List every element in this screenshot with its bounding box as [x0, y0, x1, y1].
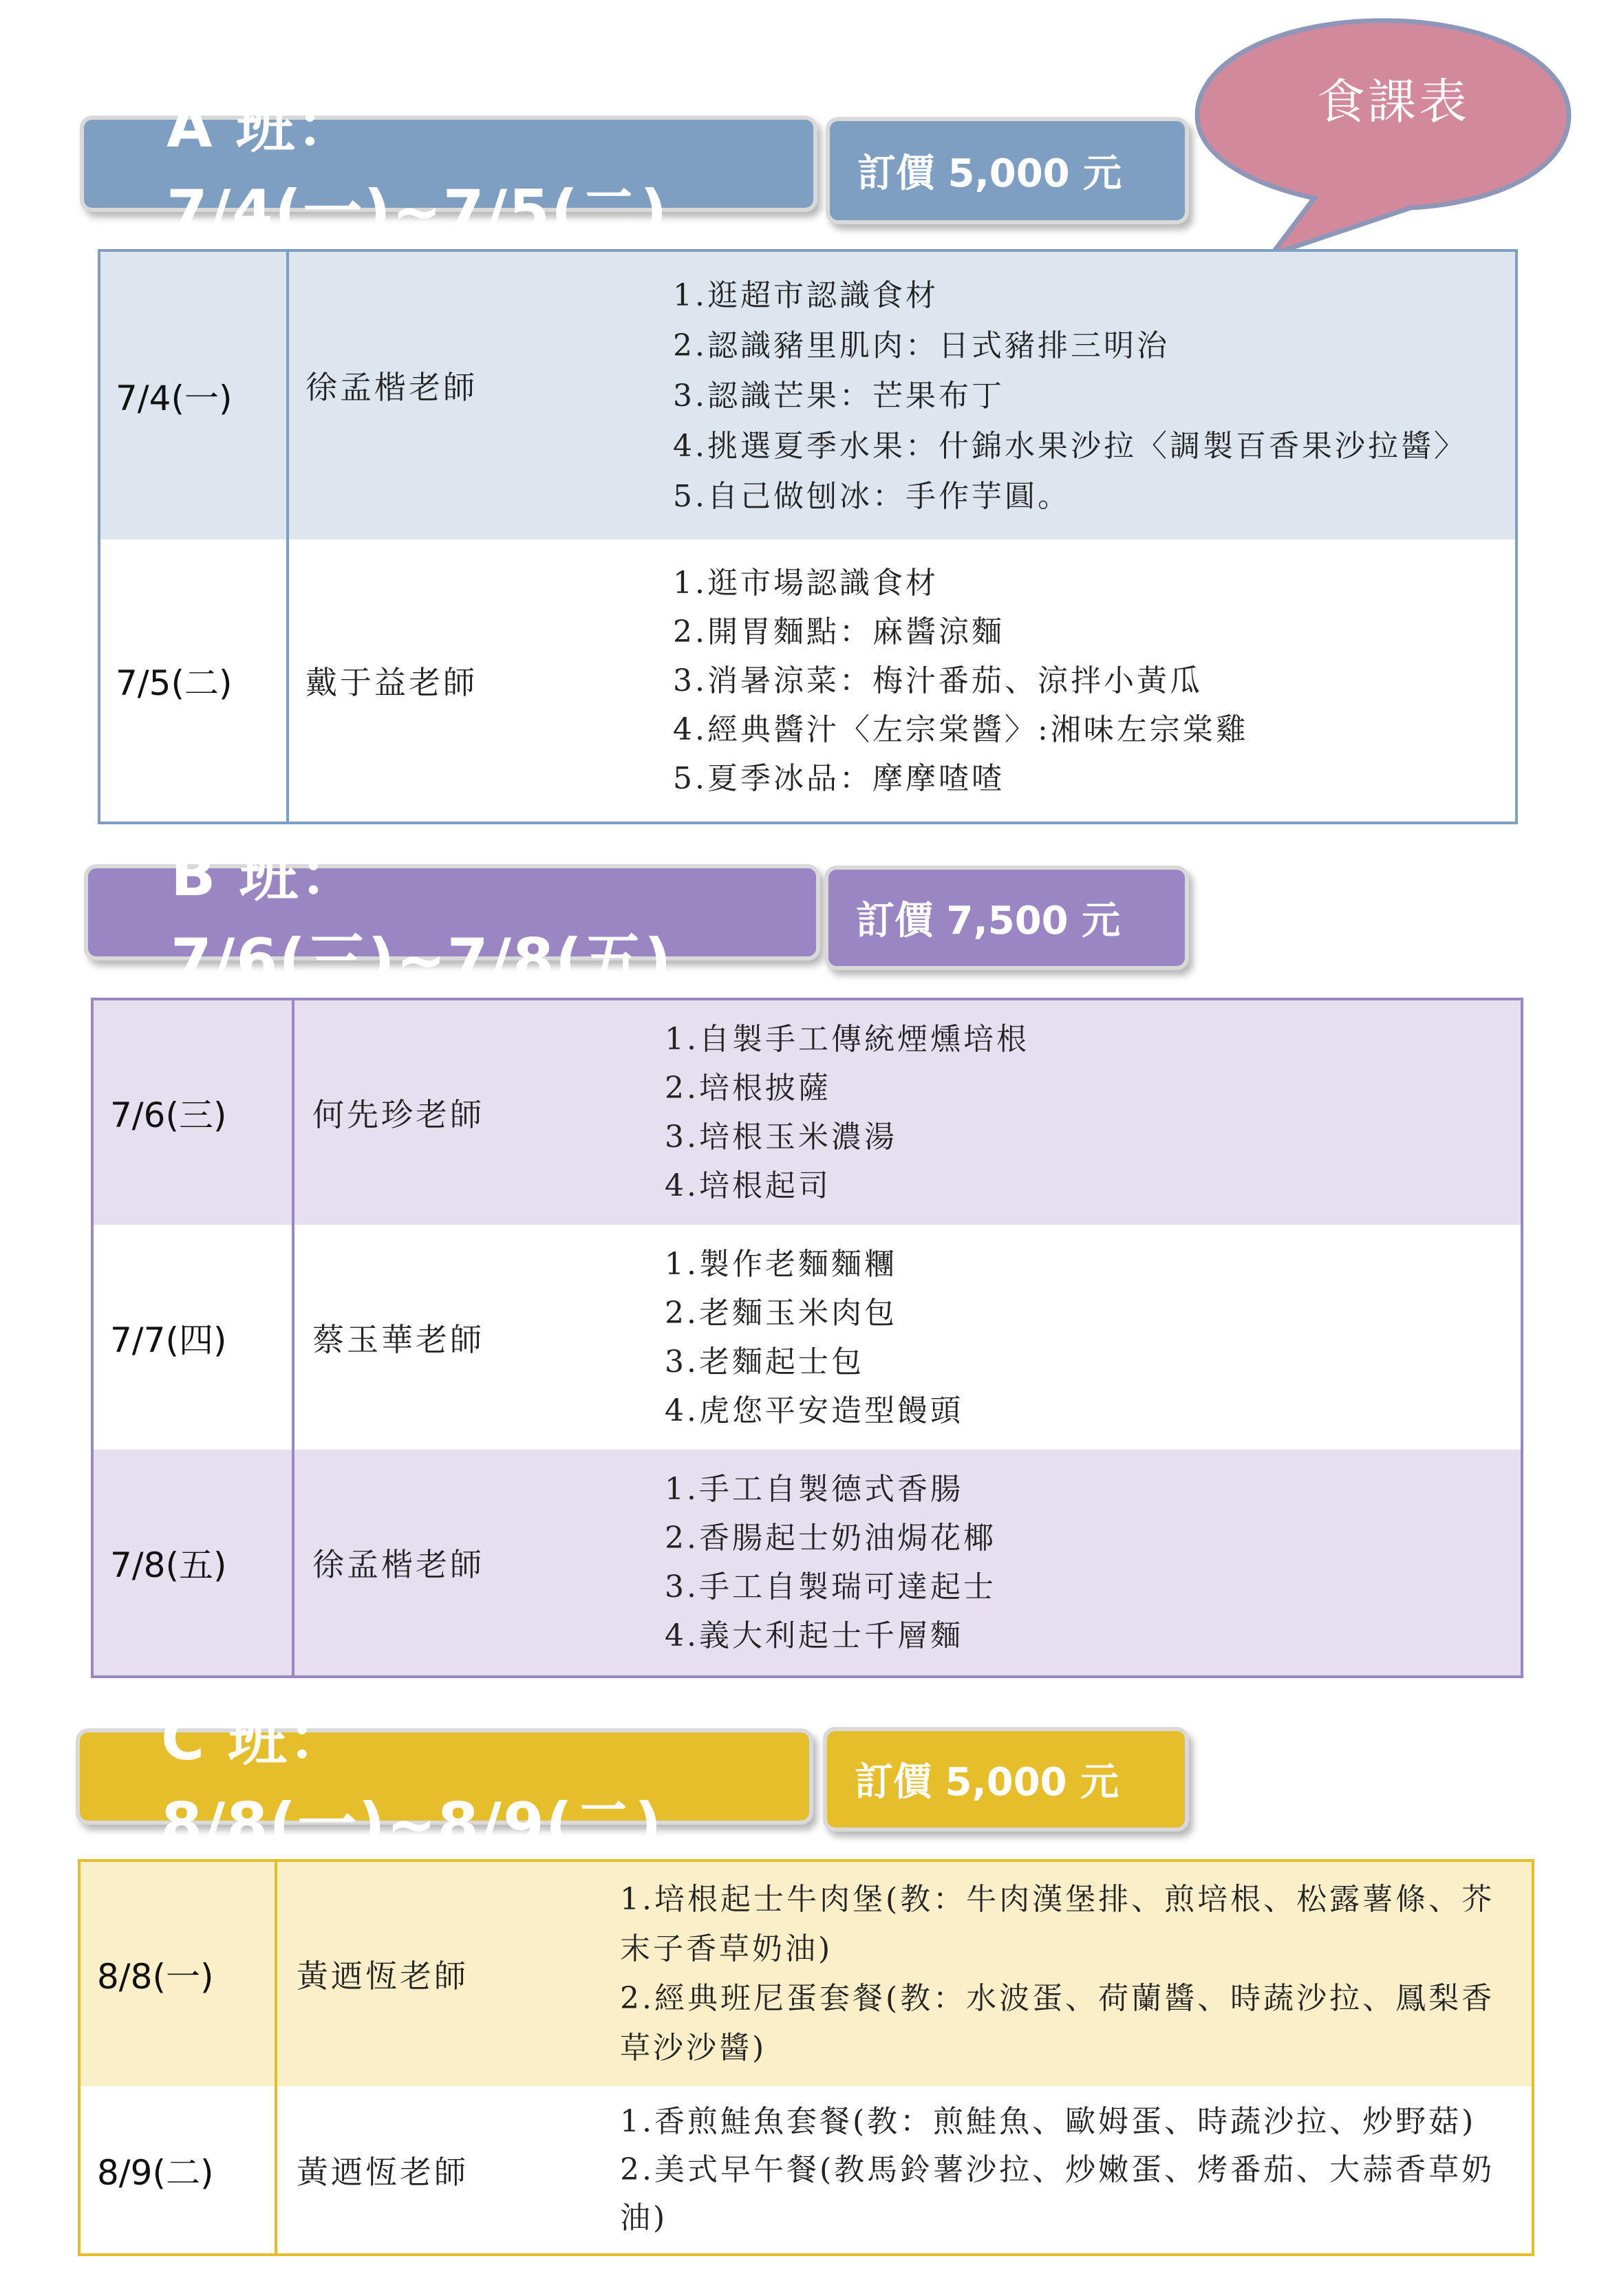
menu-item: 2.培根披薩 — [665, 1071, 831, 1106]
menu-item: 1.手工自製德式香腸 — [665, 1472, 963, 1507]
menu-item: 3.老麵起士包 — [665, 1344, 864, 1380]
day-date: 7/5(二) — [99, 539, 288, 823]
class-c-title: C 班：8/8(一)~8/9(二) — [161, 1705, 663, 1859]
bubble-label: 食課表 — [1317, 74, 1470, 130]
class-c-title-banner — [76, 1705, 813, 1859]
menu-item: 2.美式早午餐(教馬鈴薯沙拉、炒嫩蛋、烤番茄、大蒜香草奶油) — [620, 2152, 1495, 2235]
menu-item: 4.培根起司 — [665, 1168, 831, 1203]
menu-item: 1.逛市場認識食材 — [673, 565, 939, 601]
menu-item: 4.義大利起士千層麵 — [665, 1618, 963, 1653]
menu-item: 1.培根起士牛肉堡(教：牛肉漢堡排、煎培根、松露薯條、芥末子香草奶油) — [620, 1882, 1495, 1966]
menu-item: 2.香腸起士奶油焗花椰 — [665, 1521, 996, 1556]
menu-item: 3.手工自製瑞可達起士 — [665, 1569, 996, 1605]
table-row — [92, 999, 1522, 1225]
menu-list — [563, 539, 1516, 823]
class-a-title-banner — [80, 92, 817, 246]
class-b-price-banner — [824, 866, 1189, 970]
menu-item: 4.經典醬汁〈左宗棠醬〉:湘味左宗棠雞 — [673, 711, 1249, 747]
menu-item: 1.製作老麵麵糰 — [665, 1246, 897, 1282]
class-b-price: 訂價 7,500 元 — [856, 899, 1121, 943]
table-row — [79, 1860, 1533, 2086]
teacher-name: 何先珍老師 — [312, 1096, 484, 1133]
menu-item: 4.挑選夏季水果：什錦水果沙拉〈調製百香果沙拉醬〉 — [673, 428, 1467, 464]
menu-item: 3.消暑涼菜：梅汁番茄、涼拌小黃瓜 — [673, 663, 1203, 698]
menu-item: 1.香煎鮭魚套餐(教：煎鮭魚、歐姆蛋、時蔬沙拉、炒野菇) — [620, 2103, 1477, 2139]
menu-list — [575, 1225, 1522, 1450]
menu-item: 1.自製手工傳統煙燻培根 — [665, 1022, 1029, 1057]
menu-list — [546, 1860, 1533, 2086]
day-date: 8/9(二) — [79, 2086, 276, 2255]
menu-item: 2.開胃麵點：麻醬涼麵 — [673, 614, 1005, 650]
menu-item: 2.老麵玉米肉包 — [665, 1295, 897, 1331]
class-a-price: 訂價 5,000 元 — [857, 151, 1122, 196]
menu-item: 1.逛超市認識食材 — [673, 277, 939, 313]
class-a-schedule-table — [98, 249, 1518, 824]
class-c-price-banner — [823, 1727, 1189, 1832]
class-b-schedule-table — [91, 998, 1523, 1678]
day-date: 8/8(一) — [79, 1860, 276, 2086]
teacher-name: 黃迺恆老師 — [297, 2153, 469, 2191]
table-row — [99, 250, 1516, 539]
teacher-name: 戴于益老師 — [306, 664, 478, 701]
menu-item: 2.認識豬里肌肉：日式豬排三明治 — [673, 328, 1170, 363]
day-date: 7/6(三) — [92, 999, 293, 1225]
menu-item: 2.經典班尼蛋套餐(教：水波蛋、荷蘭醬、時蔬沙拉、鳳梨香草沙沙醬) — [620, 1981, 1495, 2066]
menu-list — [575, 999, 1522, 1225]
class-b-title: B 班： 7/6(三)~7/8(五) — [171, 841, 673, 995]
menu-item: 4.虎您平安造型饅頭 — [665, 1393, 963, 1428]
class-b-title-banner — [84, 841, 820, 995]
teacher-name: 徐孟楷老師 — [306, 369, 478, 406]
teacher-name: 徐孟楷老師 — [312, 1546, 484, 1583]
table-row — [99, 539, 1516, 823]
day-date: 7/8(五) — [92, 1450, 293, 1677]
table-row — [79, 2086, 1533, 2255]
menu-item: 3.培根玉米濃湯 — [665, 1119, 897, 1155]
day-date: 7/4(一) — [99, 250, 288, 539]
teacher-name: 黃迺恆老師 — [297, 1957, 469, 1995]
teacher-name: 蔡玉華老師 — [312, 1320, 484, 1358]
class-a-title: A 班：7/4(一)~7/5(二) — [167, 92, 669, 246]
day-date: 7/7(四) — [92, 1225, 293, 1450]
menu-item: 3.認識芒果：芒果布丁 — [673, 378, 1005, 414]
menu-list — [563, 250, 1516, 539]
class-c-price: 訂價 5,000 元 — [855, 1760, 1119, 1805]
table-row — [92, 1225, 1522, 1450]
speech-bubble-shape — [1183, 12, 1583, 267]
table-row — [92, 1450, 1522, 1677]
menu-list — [546, 2086, 1533, 2255]
menu-item: 5.夏季冰品：摩摩喳喳 — [673, 760, 1005, 796]
menu-item: 5.自己做刨冰：手作芋圓。 — [673, 478, 1071, 514]
menu-list — [575, 1450, 1522, 1677]
class-c-schedule-table — [78, 1859, 1534, 2256]
class-a-price-banner — [826, 117, 1189, 224]
